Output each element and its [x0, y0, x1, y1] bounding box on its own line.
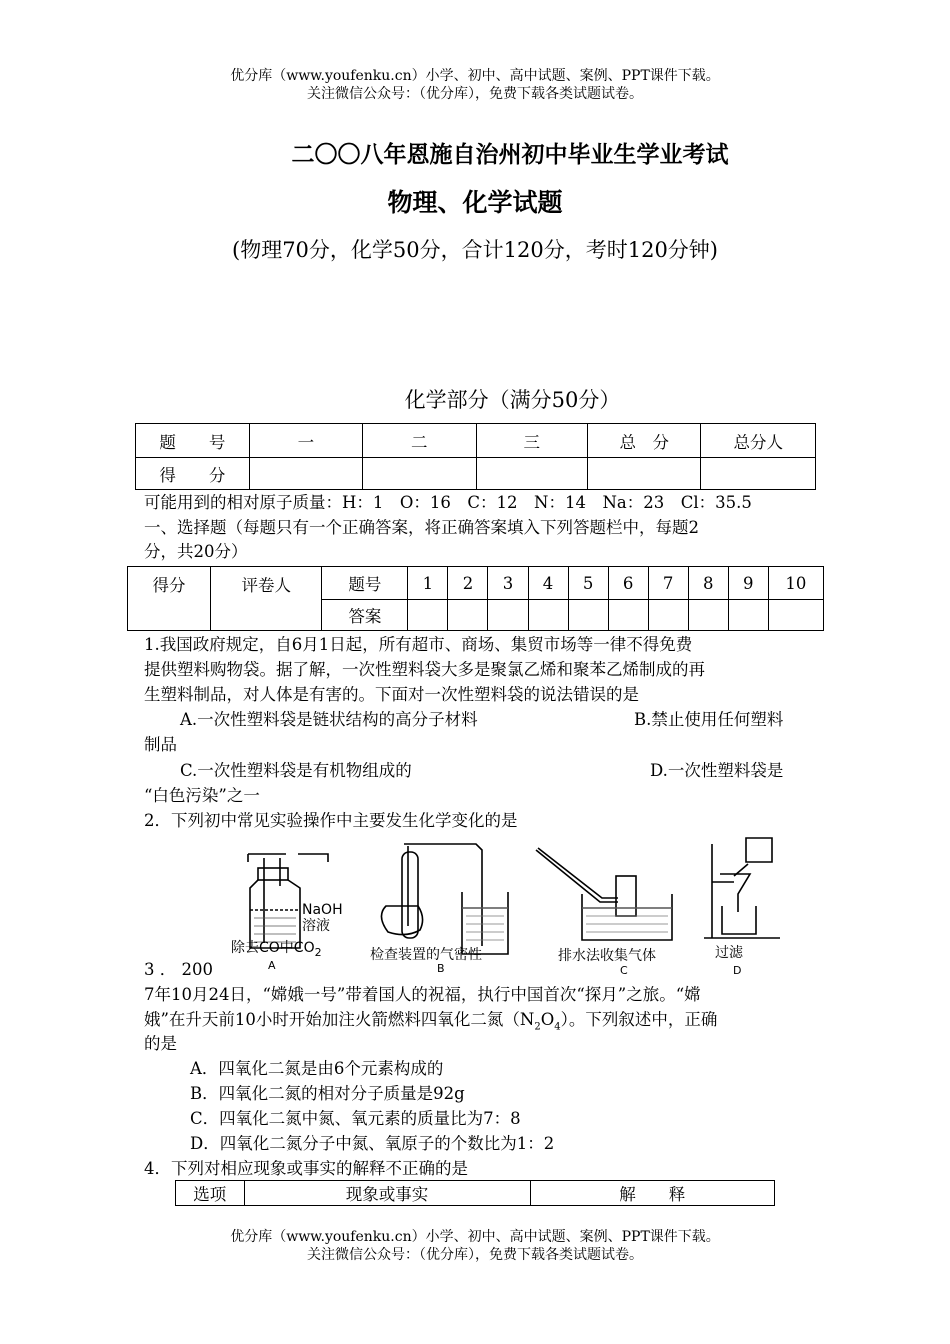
q3-option-b: B．四氧化二氮的相对分子质量是92g — [190, 1084, 465, 1103]
figure-c-water-displacement — [530, 842, 680, 977]
answer-cell[interactable] — [528, 600, 568, 631]
answer-table-score: 得分 — [128, 567, 211, 631]
score-table-header: 一 — [249, 424, 362, 458]
score-table-header: 三 — [476, 424, 587, 458]
subject-title: 物理、化学试题 — [387, 188, 563, 217]
footer-line-2: 关注微信公众号：（优分库），免费下载各类试题试卷。 — [307, 1247, 643, 1263]
figure-b-airtightness — [366, 836, 516, 976]
q1-option-b: B.禁止使用任何塑料 — [634, 710, 784, 729]
figure-d-filtration — [698, 834, 788, 979]
answer-cell[interactable] — [688, 600, 728, 631]
q3-option-d: D．四氧化二氮分子中氮、氧原子的个数比为1：2 — [190, 1134, 555, 1153]
answer-cell[interactable] — [728, 600, 768, 631]
answer-cell[interactable] — [608, 600, 648, 631]
score-table — [135, 423, 816, 490]
answer-cell[interactable] — [648, 600, 688, 631]
score-table-header: 总 分 — [587, 424, 701, 458]
question-number: 6 — [608, 567, 648, 600]
figure-a-reagent-2: 溶液 — [302, 918, 330, 934]
question-number: 5 — [568, 567, 608, 600]
section-title: 化学部分（满分50分） — [404, 388, 621, 412]
answer-table — [127, 566, 824, 631]
answer-table-number-label: 题号 — [322, 567, 408, 600]
figure-a-caption: 除去CO中$CO_2$ — [231, 940, 322, 959]
answer-table-answer-label: 答案 — [322, 600, 408, 631]
q1-line-2: 提供塑料购物袋。据了解，一次性塑料袋大多是聚氯乙烯和聚苯乙烯制成的再 — [144, 660, 705, 679]
q4-col-option: 选项 — [176, 1181, 245, 1206]
part1-heading-2: 分，共20分） — [144, 542, 248, 561]
q1-option-d-cont: “白色污染”之一 — [144, 786, 260, 805]
q4-col-fact: 现象或事实 — [244, 1181, 530, 1206]
q1-line-1: 1.我国政府规定，自6月1日起，所有超市、商场、集贸市场等一律不得免费 — [144, 635, 693, 654]
figure-a-letter: A — [268, 959, 276, 972]
answer-cell[interactable] — [568, 600, 608, 631]
q3-line-3: 的是 — [144, 1034, 177, 1053]
score-row-label: 得 分 — [136, 458, 250, 490]
answer-table-grader: 评卷人 — [211, 567, 322, 631]
q4-col-explanation: 解 释 — [530, 1181, 775, 1206]
part1-heading-1: 一、选择题（每题只有一个正确答案，将正确答案填入下列答题栏中，每题2 — [144, 518, 699, 537]
q3-line-1: 7年10月24日，“嫦娥一号”带着国人的祝福，执行中国首次“探月”之旅。“嫦 — [144, 985, 701, 1004]
score-cell[interactable] — [476, 458, 587, 490]
question-number: 9 — [728, 567, 768, 600]
figure-a-wash-bottle — [228, 848, 353, 978]
q4-stem: 4．下列对相应现象或事实的解释不正确的是 — [144, 1159, 468, 1178]
q2-stem: 2．下列初中常见实验操作中主要发生化学变化的是 — [144, 811, 518, 830]
q3-option-c: C．四氧化二氮中氮、氧元素的质量比为7：8 — [190, 1109, 521, 1128]
exam-title: 二〇〇八年恩施自治州初中毕业生学业考试 — [291, 141, 729, 168]
q1-option-a: A.一次性塑料袋是链状结构的高分子材料 — [180, 710, 478, 729]
footer-line-1: 优分库（www.youfenku.cn）小学、初中、高中试题、案例、PPT课件下载。 — [230, 1229, 720, 1245]
q1-option-d: D.一次性塑料袋是 — [650, 761, 784, 780]
q3-line-2: 娥”在升天前10小时开始加注火箭燃料四氧化二氮$(N_2O_4)$。下列叙述中，正确 — [144, 1010, 718, 1033]
score-cell[interactable] — [363, 458, 476, 490]
figure-a-reagent-1: NaOH — [302, 902, 343, 918]
figure-c-letter: C — [620, 964, 628, 977]
answer-cell[interactable] — [408, 600, 448, 631]
question-number: 8 — [688, 567, 728, 600]
exam-info: (物理70分，化学50分，合计120分，考时120分钟) — [232, 238, 718, 262]
header-line-1: 优分库（www.youfenku.cn）小学、初中、高中试题、案例、PPT课件下载。 — [230, 68, 720, 84]
answer-cell[interactable] — [488, 600, 528, 631]
question-number: 1 — [408, 567, 448, 600]
q3-option-a: A．四氧化二氮是由6个元素构成的 — [190, 1059, 444, 1078]
figure-b-caption: 检查装置的气密性 — [370, 947, 482, 963]
q3-line-0: 3 ． 200 — [144, 960, 213, 979]
question-number: 7 — [648, 567, 688, 600]
figure-b-letter: B — [437, 962, 445, 975]
answer-cell[interactable] — [768, 600, 823, 631]
score-table-header: 题 号 — [136, 424, 250, 458]
score-cell[interactable] — [587, 458, 701, 490]
question-number: 2 — [448, 567, 488, 600]
score-table-header: 总分人 — [701, 424, 816, 458]
question-number: 3 — [488, 567, 528, 600]
q1-option-c: C.一次性塑料袋是有机物组成的 — [180, 761, 412, 780]
q1-line-3: 生塑料制品，对人体是有害的。下面对一次性塑料袋的说法错误的是 — [144, 685, 639, 704]
figure-d-letter: D — [733, 964, 742, 977]
question-number: 10 — [768, 567, 823, 600]
answer-cell[interactable] — [448, 600, 488, 631]
question-number: 4 — [528, 567, 568, 600]
header-line-2: 关注微信公众号：（优分库），免费下载各类试题试卷。 — [307, 86, 643, 102]
score-table-header: 二 — [363, 424, 476, 458]
q1-option-b-cont: 制品 — [144, 735, 177, 754]
atomic-masses: 可能用到的相对原子质量：H：1 O：16 C：12 N：14 Na：23 Cl：35.5 — [144, 493, 752, 512]
score-cell[interactable] — [701, 458, 816, 490]
figure-d-caption: 过滤 — [715, 945, 743, 961]
score-cell[interactable] — [249, 458, 362, 490]
q4-table — [175, 1180, 775, 1206]
figure-c-caption: 排水法收集气体 — [558, 948, 656, 964]
